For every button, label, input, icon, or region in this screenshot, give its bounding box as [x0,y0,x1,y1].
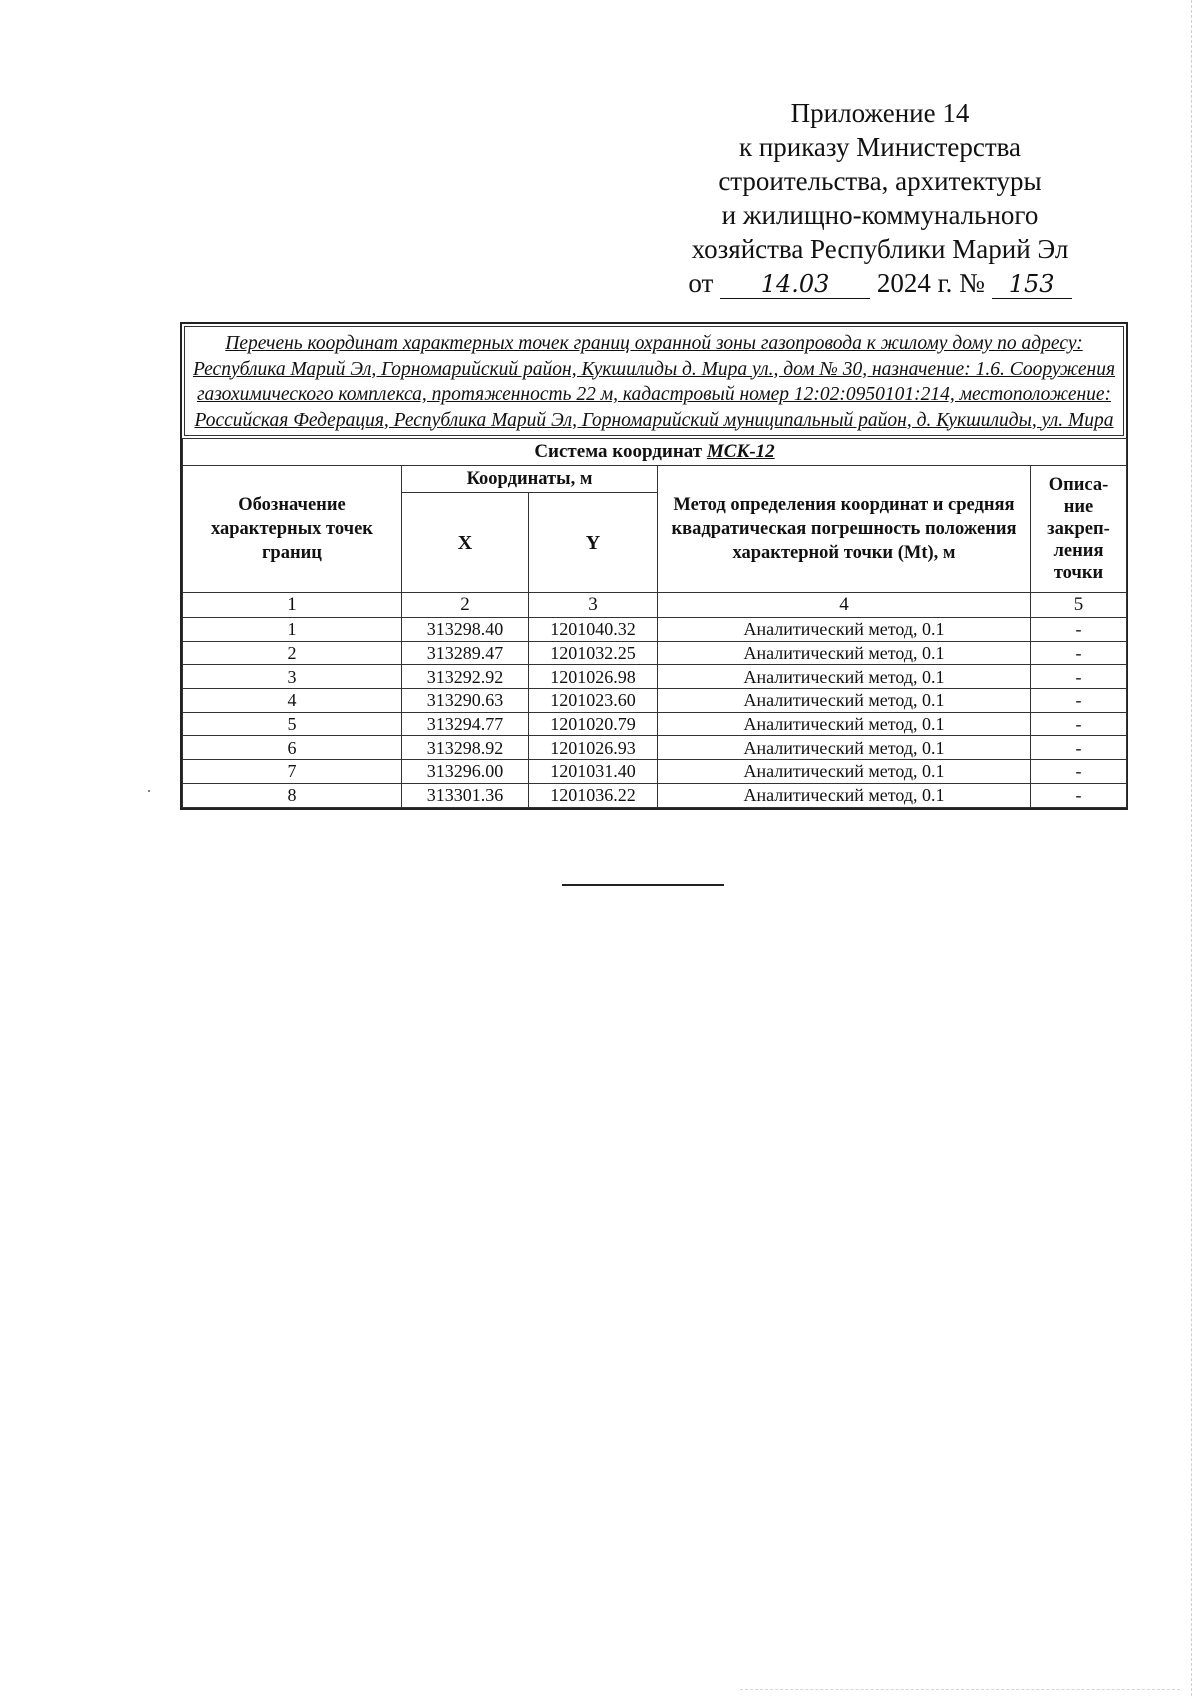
appendix-header [640,96,1120,300]
appendix-order-line: к приказу Министерства [738,132,1022,162]
method-cell: Аналитический метод, 0.1 [658,689,1031,713]
column-number: 5 [1031,593,1127,618]
method-cell: Аналитический метод, 0.1 [658,712,1031,736]
description-cell: - [1031,712,1127,736]
coordinate-system-value: МСК-12 [706,441,775,462]
scan-edge-bottom [740,1688,1180,1690]
method-cell: Аналитический метод, 0.1 [658,736,1031,760]
point-cell: 6 [183,736,402,760]
point-cell: 1 [183,618,402,642]
y-cell: 1201020.79 [529,712,658,736]
y-cell: 1201023.60 [529,689,658,713]
point-cell: 8 [183,783,402,807]
coordinate-system-cell [183,439,1127,466]
method-cell: Аналитический метод, 0.1 [658,641,1031,665]
point-cell: 5 [183,712,402,736]
description-cell: - [1031,760,1127,784]
header-point: Обозначение характерных точек границ [183,466,402,593]
handwritten-date: 14.03 [720,270,870,299]
method-cell: Аналитический метод, 0.1 [658,783,1031,807]
scan-edge [1189,0,1192,1696]
x-cell: 313301.36 [402,783,529,807]
y-cell: 1201036.22 [529,783,658,807]
coordinates-table [182,438,1127,808]
scan-speck [148,790,150,792]
table-row [183,736,1127,760]
header-row-1 [183,466,1127,493]
appendix-title: Приложение 14 [790,98,970,128]
x-cell: 313294.77 [402,712,529,736]
header-coordinates: Координаты, м [402,466,658,493]
column-number: 4 [658,593,1031,618]
header-x: X [402,493,529,593]
date-prefix: от [688,268,714,298]
description-cell: - [1031,689,1127,713]
table-row [183,712,1127,736]
description-cell: - [1031,641,1127,665]
description-cell: - [1031,736,1127,760]
point-cell: 2 [183,641,402,665]
x-cell: 313290.63 [402,689,529,713]
table-row [183,665,1127,689]
table-title: Перечень координат характерных точек границ охранной зоны газопровода к жилому дому по адресу: Республика Марий Эл, Горномарийский район, Кукшилиды д. Мира ул., дом № 30, назначение: 1.6. Сооружения газохимического комплекса, протяженность 22 м, кадастровый номер 12:02:0950101:214, местоположение: Российская Федерация, Республика Марий Эл, Горномарийский муниципальный район, д. Кукшилиды, ул. Мира [184,326,1124,436]
method-cell: Аналитический метод, 0.1 [658,665,1031,689]
end-of-document-rule [562,884,724,886]
x-cell: 313298.40 [402,618,529,642]
handwritten-order-number: 153 [992,270,1072,299]
x-cell: 313292.92 [402,665,529,689]
column-number-row [183,593,1127,618]
appendix-date-line [640,266,1120,300]
method-cell: Аналитический метод, 0.1 [658,760,1031,784]
appendix-ministry-line: строительства, архитектуры [718,166,1042,196]
header-y: Y [529,493,658,593]
coordinates-table-block [180,322,1128,810]
y-cell: 1201040.32 [529,618,658,642]
y-cell: 1201026.93 [529,736,658,760]
header-description: Описа-ние закреп-ления точки [1031,466,1127,593]
method-cell: Аналитический метод, 0.1 [658,618,1031,642]
table-row [183,760,1127,784]
point-cell: 4 [183,689,402,713]
x-cell: 313296.00 [402,760,529,784]
description-cell: - [1031,783,1127,807]
appendix-housing-line: и жилищно-коммунального [721,200,1039,230]
y-cell: 1201032.25 [529,641,658,665]
description-cell: - [1031,665,1127,689]
header-method: Метод определения координат и средняя квадратическая погрешность положения характерной точки (Mt), м [658,466,1031,593]
table-row [183,689,1127,713]
y-cell: 1201026.98 [529,665,658,689]
point-cell: 7 [183,760,402,784]
column-number: 3 [529,593,658,618]
point-cell: 3 [183,665,402,689]
table-row [183,618,1127,642]
table-row [183,641,1127,665]
x-cell: 313298.92 [402,736,529,760]
description-cell: - [1031,618,1127,642]
y-cell: 1201031.40 [529,760,658,784]
order-year: 2024 г. № [876,268,985,298]
column-number: 2 [402,593,529,618]
coordinate-system-row [183,439,1127,466]
coordinate-system-label: Система координат [534,441,703,462]
table-row [183,783,1127,807]
column-number: 1 [183,593,402,618]
x-cell: 313289.47 [402,641,529,665]
appendix-republic-line: хозяйства Республики Марий Эл [691,234,1069,264]
